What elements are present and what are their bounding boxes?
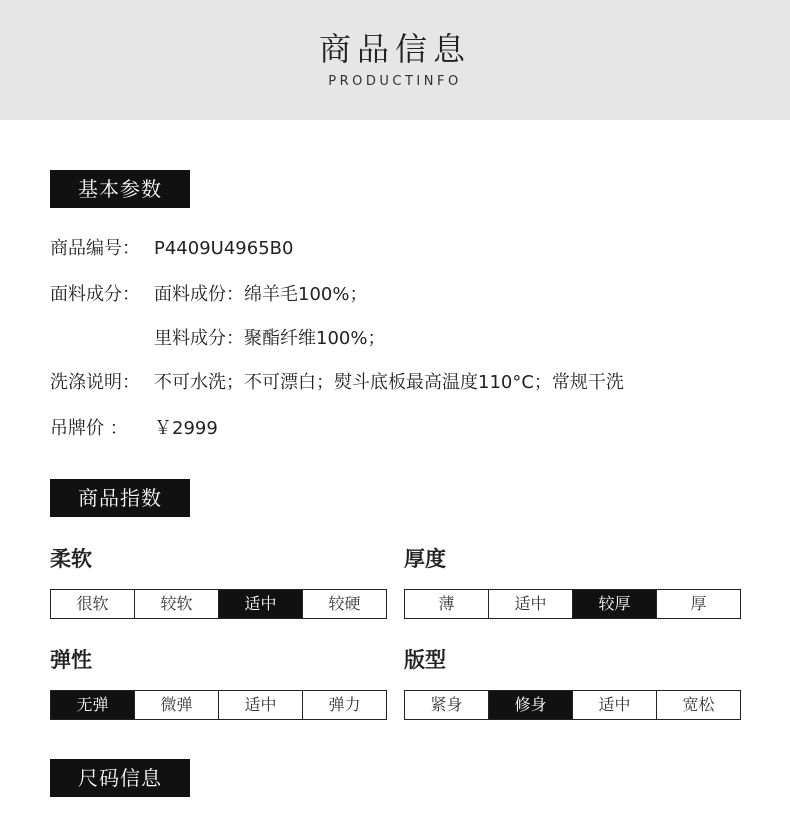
- spec-key: 面料成分：: [50, 284, 140, 305]
- scale-fit: [404, 690, 741, 720]
- spec-row-material: [50, 283, 367, 307]
- scale-softness: [50, 589, 387, 619]
- section-label-size: 尺码信息: [50, 759, 190, 797]
- scale-option: 微弹: [135, 691, 219, 719]
- spec-row-product-code: [50, 237, 293, 261]
- spec-value: P4409U4965B0: [154, 238, 294, 259]
- scale-option: 很软: [51, 590, 135, 618]
- index-title-fit: 版型: [404, 648, 446, 672]
- index-title-softness: 柔软: [50, 547, 92, 571]
- scale-option: 较软: [135, 590, 219, 618]
- spec-value: 里料成分：聚酯纤维100%；: [154, 328, 386, 349]
- scale-option: 薄: [405, 590, 489, 618]
- spec-row-lining: [154, 327, 385, 351]
- scale-thickness: [404, 589, 741, 619]
- spec-value: 不可水洗；不可漂白；熨斗底板最高温度110°C；常规干洗: [154, 372, 624, 393]
- scale-option: 弹力: [328, 695, 361, 714]
- spec-key: 吊牌价 ：: [50, 418, 128, 439]
- scale-option: 较厚: [573, 590, 657, 618]
- scale-option: 宽松: [682, 695, 715, 714]
- scale-option: 适中: [489, 590, 573, 618]
- scale-option: 适中: [573, 691, 657, 719]
- index-title-thickness: 厚度: [404, 547, 446, 571]
- section-label-index: 商品指数: [50, 479, 190, 517]
- spec-row-price: [50, 417, 218, 441]
- spec-key: 洗涤说明：: [50, 372, 140, 393]
- scale-elasticity: [50, 690, 387, 720]
- scale-option: 适中: [219, 691, 303, 719]
- scale-option: 适中: [219, 590, 303, 618]
- section-label-basic: 基本参数: [50, 170, 190, 208]
- spec-key: 商品编号：: [50, 238, 140, 259]
- scale-option: 紧身: [405, 691, 489, 719]
- scale-option: 无弹: [51, 691, 135, 719]
- spec-value: 面料成份：绵羊毛100%；: [154, 284, 368, 305]
- scale-option: 厚: [690, 594, 707, 613]
- header-title: 商品信息: [318, 30, 471, 68]
- page-header: [0, 0, 790, 120]
- scale-option: 较硬: [328, 594, 361, 613]
- spec-row-washing: [50, 371, 624, 395]
- scale-option: 修身: [489, 691, 573, 719]
- index-title-elasticity: 弹性: [50, 648, 92, 672]
- header-subtitle: PRODUCTINFO: [328, 74, 462, 89]
- spec-value: ￥2999: [154, 418, 218, 439]
